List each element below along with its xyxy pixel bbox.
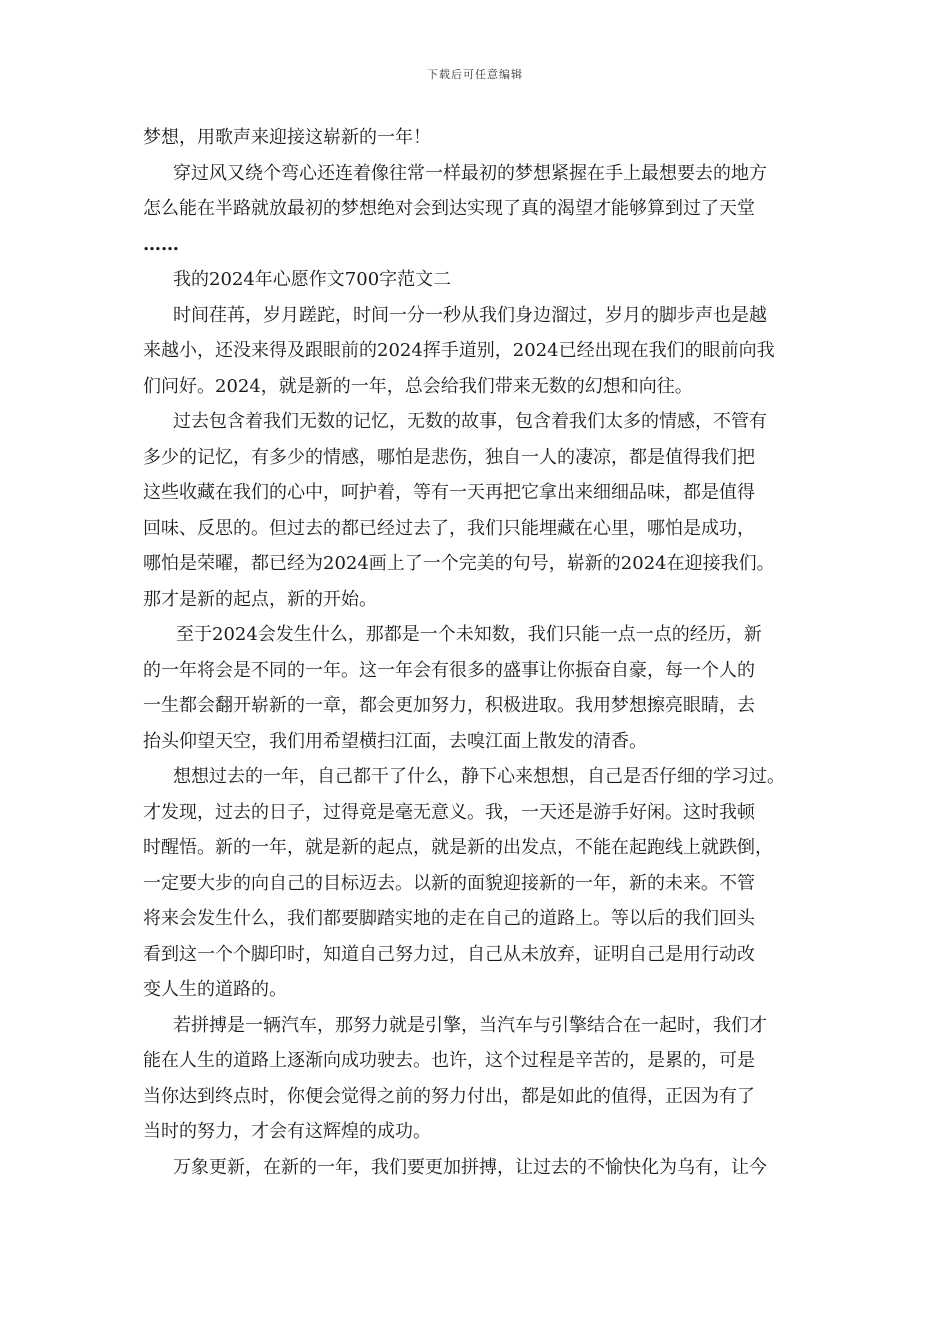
- text-line: 怎么能在半路就放最初的梦想绝对会到达实现了真的渴望才能够算到过了天堂: [143, 198, 755, 219]
- text-line: 抬头仰望天空，我们用希望横扫江面，去嗅江面上散发的清香。: [143, 730, 647, 752]
- text-line: 能在人生的道路上逐渐向成功驶去。也许，这个过程是辛苦的，是累的，可是: [143, 1050, 755, 1071]
- text-line: 的一年将会是不同的一年。这一年会有很多的盛事让你振奋自豪，每一个人的: [143, 659, 755, 681]
- page-header: 下载后可任意编辑: [427, 68, 523, 81]
- text-line: 想想过去的一年，自己都干了什么，静下心来想想，自己是否仔细的学习过。: [173, 766, 785, 787]
- text-line: 一生都会翻开崭新的一章，都会更加努力，积极进取。我用梦想擦亮眼睛，去: [143, 695, 755, 716]
- text-line: 变人生的道路的。: [143, 979, 287, 1000]
- text-line: 若拼搏是一辆汽车，那努力就是引擎，当汽车与引擎结合在一起时，我们才: [173, 1014, 767, 1036]
- text-line: 至于2024会发生什么，那都是一个未知数，我们只能一点一点的经历，新: [176, 624, 762, 645]
- text-line: 穿过风又绕个弯心还连着像往常一样最初的梦想紧握在手上最想要去的地方: [173, 162, 767, 184]
- text-line: 当时的努力，才会有这辉煌的成功。: [143, 1121, 431, 1142]
- text-line: 哪怕是荣曜，都已经为2024画上了一个完美的句号，崭新的2024在迎接我们。: [143, 553, 775, 574]
- text-line: 将来会发生什么，我们都要脚踏实地的走在自己的道路上。等以后的我们回头: [143, 908, 755, 929]
- text-line: 一定要大步的向自己的目标迈去。以新的面貌迎接新的一年，新的未来。不管: [143, 872, 755, 894]
- text-line: 时醒悟。新的一年，就是新的起点，就是新的出发点，不能在起跑线上就跌倒，: [143, 837, 773, 858]
- text-line: 才发现，过去的日子，过得竟是毫无意义。我，一天还是游手好闲。这时我顿: [143, 801, 755, 823]
- text-line: 梦想，用歌声来迎接这崭新的一年！: [143, 127, 431, 148]
- text-line: 回味、反思的。但过去的都已经过去了，我们只能埋藏在心里，哪怕是成功，: [143, 517, 755, 539]
- text-line: 当你达到终点时，你便会觉得之前的努力付出，都是如此的值得，正因为有了: [143, 1085, 755, 1107]
- section-title: 我的2024年心愿作文700字范文二: [173, 269, 452, 290]
- text-line: 过去包含着我们无数的记忆，无数的故事，包含着我们太多的情感，不管有: [173, 411, 767, 432]
- text-line: 万象更新，在新的一年，我们要更加拼搏，让过去的不愉快化为乌有，让今: [173, 1156, 767, 1178]
- text-line: 们问好。2024，就是新的一年，总会给我们带来无数的幻想和向往。: [143, 375, 693, 397]
- text-line: 看到这一个个脚印时，知道自己努力过，自己从未放弃，证明自己是用行动改: [143, 943, 755, 965]
- text-line: 来越小，还没来得及跟眼前的2024挥手道别，2024已经出现在我们的眼前向我: [143, 340, 775, 361]
- text-line: 多少的记忆，有多少的情感，哪怕是悲伤，独自一人的凄凉，都是值得我们把: [143, 446, 755, 468]
- document-body: [143, 120, 811, 1185]
- text-line: 时间荏苒，岁月蹉跎，时间一分一秒从我们身边溜过，岁月的脚步声也是越: [173, 304, 767, 326]
- text-line: 那才是新的起点，新的开始。: [143, 588, 377, 610]
- text-line: 这些收藏在我们的心中，呵护着，等有一天再把它拿出来细细品味，都是值得: [143, 482, 755, 503]
- ellipsis-line: ……: [143, 233, 179, 255]
